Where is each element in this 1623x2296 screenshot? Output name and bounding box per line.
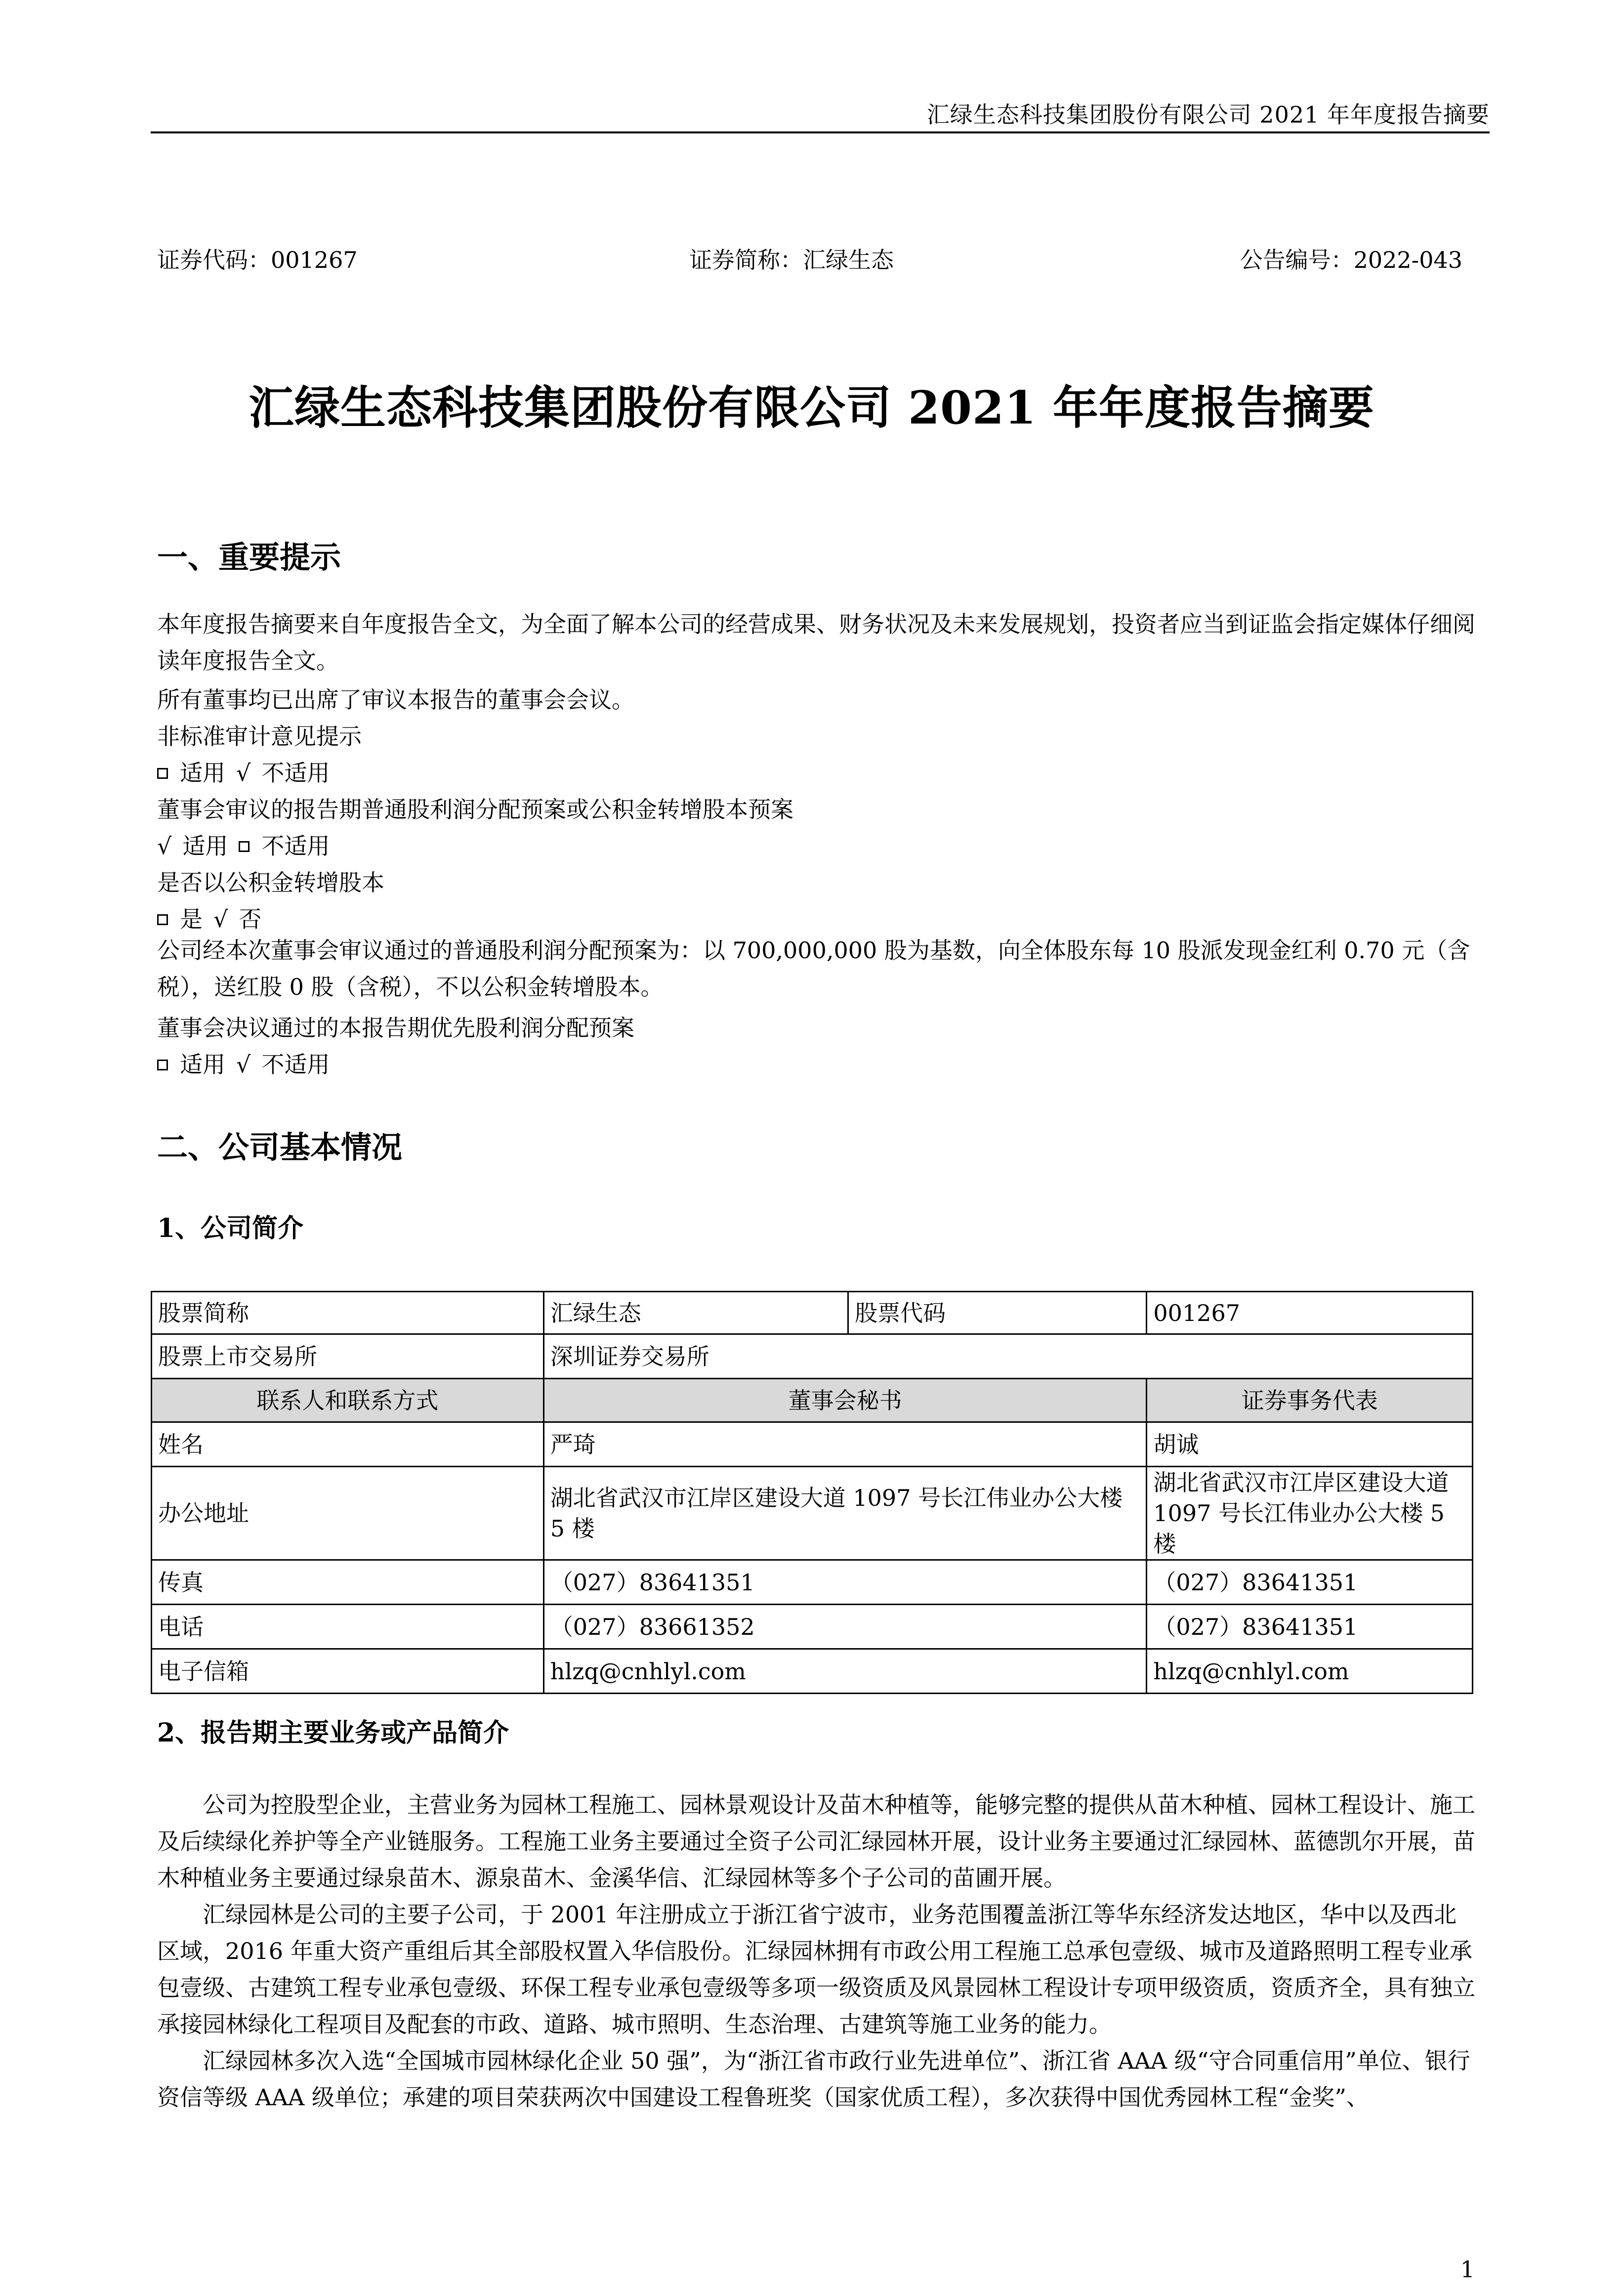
checkbox-empty xyxy=(239,841,250,852)
table-cell: 湖北省武汉市江岸区建设大道 1097 号长江伟业办公大楼 5 楼 xyxy=(543,1467,1147,1560)
table-row xyxy=(152,1467,1473,1560)
table-row xyxy=(152,1605,1473,1649)
business-paragraph: 汇绿园林多次入选“全国城市园林绿化企业 50 强”，为“浙江省市政行业先进单位”、浙江省 AAA 级“守合同重信用”单位、银行资信等级 AAA 级单位；承建的项目荣获两次中国建设工程鲁班奖（国家优质工程），多次获得中国优秀园林工程“金奖”、 xyxy=(157,2047,1470,2111)
capital-options xyxy=(157,901,261,934)
company-profile-heading: 1、公司简介 xyxy=(157,1213,304,1243)
option-label: 不适用 xyxy=(261,1051,330,1078)
header-rule xyxy=(151,131,1490,133)
table-cell: 汇绿生态 xyxy=(543,1292,848,1334)
table-cell: （027）83641351 xyxy=(1147,1560,1473,1605)
dividend-options xyxy=(157,828,330,861)
section1-heading: 一、重要提示 xyxy=(157,539,341,575)
business-paragraph: 汇绿园林是公司的主要子公司，于 2001 年注册成立于浙江省宁波市，业务范围覆盖浙江等华东经济发达地区，华中以及西北区域，2016 年重大资产重组后其全部股权置入华信股份。汇绿园林拥有市政公用工程施工总承包壹级、城市及道路照明工程专业承包壹级、古建筑工程专业承包壹级、环保工程专业承包壹级等多项一级资质及风景园林工程设计专项甲级资质，资质齐全，具有独立承接园林绿化工程项目及配套的市政、道路、城市照明、生态治理、古建筑等施工业务的能力。 xyxy=(157,1901,1475,2038)
dividend-label: 董事会审议的报告期普通股利润分配预案或公积金转增股本预案 xyxy=(157,796,793,823)
attendance-text: 所有董事均已出席了审议本报告的董事会会议。 xyxy=(157,686,634,713)
table-header-cell: 联系人和联系方式 xyxy=(152,1379,544,1422)
check-mark: √ xyxy=(236,760,251,786)
table-cell: 姓名 xyxy=(152,1422,544,1467)
table-cell: 股票代码 xyxy=(848,1292,1147,1334)
table-cell: 电子信箱 xyxy=(152,1649,544,1694)
table-cell: 股票简称 xyxy=(152,1292,544,1334)
page-number: 1 xyxy=(1460,2256,1475,2283)
document-title: 汇绿生态科技集团股份有限公司 2021 年年度报告摘要 xyxy=(248,381,1375,434)
stock-abbr: 证券简称：汇绿生态 xyxy=(689,247,894,273)
option-label: 是 xyxy=(180,906,203,933)
table-cell: 股票上市交易所 xyxy=(152,1334,544,1379)
table-cell: 传真 xyxy=(152,1560,544,1605)
table-row xyxy=(152,1649,1473,1694)
table-cell: 胡诚 xyxy=(1147,1422,1473,1467)
table-cell: hlzq@cnhlyl.com xyxy=(1147,1649,1473,1694)
table-cell: 电话 xyxy=(152,1605,544,1649)
table-cell: 办公地址 xyxy=(152,1467,544,1560)
check-mark: √ xyxy=(157,833,172,859)
table-cell: 严琦 xyxy=(543,1422,1147,1467)
table-row xyxy=(152,1334,1473,1379)
business-paragraph: 公司为控股型企业，主营业务为园林工程施工、园林景观设计及苗木种植等，能够完整的提供从苗木种植、园林工程设计、施工及后续绿化养护等全产业链服务。工程施工业务主要通过全资子公司汇绿园林开展，设计业务主要通过汇绿园林、蓝德凯尔开展，苗木种植业务主要通过绿泉苗木、源泉苗木、金溪华信、汇绿园林等多个子公司的苗圃开展。 xyxy=(157,1791,1475,1891)
table-cell: hlzq@cnhlyl.com xyxy=(543,1649,1147,1694)
intro-paragraph: 本年度报告摘要来自年度报告全文，为全面了解本公司的经营成果、财务状况及未来发展规划，投资者应当到证监会指定媒体仔细阅读年度报告全文。 xyxy=(157,611,1475,674)
dividend-plan-paragraph: 公司经本次董事会审议通过的普通股利润分配预案为：以 700,000,000 股为基数，向全体股东每 10 股派发现金红利 0.70 元（含税），送红股 0 股（含税），不以公积金转增股本。 xyxy=(157,937,1470,1000)
option-label: 适用 xyxy=(182,833,228,859)
option-label: 适用 xyxy=(180,1051,225,1078)
table-row xyxy=(152,1292,1473,1334)
table-header-cell: 董事会秘书 xyxy=(543,1379,1147,1422)
running-header: 汇绿生态科技集团股份有限公司 2021 年年度报告摘要 xyxy=(926,101,1490,128)
checkbox-empty xyxy=(157,914,168,925)
capital-label: 是否以公积金转增股本 xyxy=(157,869,384,896)
preferred-label: 董事会决议通过的本报告期优先股利润分配预案 xyxy=(157,1015,634,1041)
section2-heading: 二、公司基本情况 xyxy=(157,1129,403,1165)
table-header-row xyxy=(152,1379,1473,1422)
company-info-table xyxy=(151,1291,1473,1694)
audit-label: 非标准审计意见提示 xyxy=(157,723,362,750)
option-label: 否 xyxy=(239,906,262,933)
table-row xyxy=(152,1560,1473,1605)
option-label: 不适用 xyxy=(261,833,330,859)
option-label: 适用 xyxy=(180,760,225,786)
option-label: 不适用 xyxy=(261,760,330,786)
checkbox-empty xyxy=(157,1060,168,1070)
checkbox-empty xyxy=(157,768,168,779)
table-cell: （027）83641351 xyxy=(543,1560,1147,1605)
table-cell: （027）83641351 xyxy=(1147,1605,1473,1649)
preferred-options xyxy=(157,1047,330,1079)
audit-options xyxy=(157,755,330,788)
table-cell: 深圳证券交易所 xyxy=(543,1334,1472,1379)
table-cell: 湖北省武汉市江岸区建设大道 1097 号长江伟业办公大楼 5 楼 xyxy=(1147,1467,1473,1560)
table-cell: 001267 xyxy=(1147,1292,1473,1334)
check-mark: √ xyxy=(236,1051,251,1078)
table-cell: （027）83661352 xyxy=(543,1605,1147,1649)
notice-number: 公告编号：2022-043 xyxy=(1240,247,1462,273)
table-header-cell: 证券事务代表 xyxy=(1147,1379,1473,1422)
table-row xyxy=(152,1422,1473,1467)
stock-code: 证券代码：001267 xyxy=(157,247,358,273)
business-heading: 2、报告期主要业务或产品简介 xyxy=(157,1718,509,1748)
check-mark: √ xyxy=(213,906,228,933)
